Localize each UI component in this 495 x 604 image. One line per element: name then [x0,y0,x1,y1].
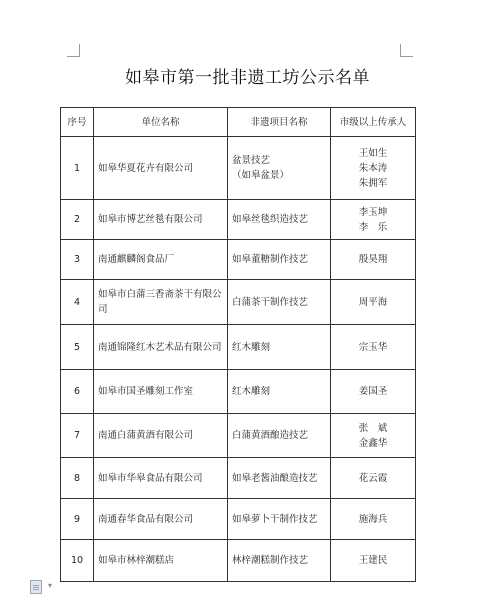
margin-corner-mark [400,44,413,57]
table-row [61,240,416,280]
table-row [61,499,416,540]
row-no: 8 [61,458,94,499]
table-header-row [61,108,416,137]
row-unit: 如皋市白蒲三香斋茶干有限公司 [94,280,228,325]
column-header-no: 序号 [61,108,94,137]
chevron-down-icon[interactable]: ▾ [48,581,53,590]
row-project: 白蒲茶干制作技艺 [228,280,331,325]
row-no: 3 [61,240,94,280]
table-row [61,325,416,370]
row-heirs: 姜国圣 [331,370,416,414]
row-project: 林梓潮糕制作技艺 [228,540,331,582]
row-no: 7 [61,414,94,458]
row-no: 9 [61,499,94,540]
row-no: 1 [61,137,94,200]
column-header-heirs: 市级以上传承人 [331,108,416,137]
row-no: 5 [61,325,94,370]
document-title: 如皋市第一批非遗工坊公示名单 [125,68,370,88]
row-heirs: 李玉坤 李 乐 [331,200,416,240]
heritage-workshop-table [60,107,416,582]
row-no: 6 [61,370,94,414]
row-heirs: 花云霞 [331,458,416,499]
row-heirs: 殷昊翔 [331,240,416,280]
row-unit: 南通锦隆红木艺术品有限公司 [94,325,228,370]
table-row [61,414,416,458]
table-row [61,540,416,582]
row-project: 如皋萝卜干制作技艺 [228,499,331,540]
document-icon[interactable] [30,580,42,594]
row-unit: 如皋市博艺丝毯有限公司 [94,200,228,240]
row-unit: 如皋华夏花卉有限公司 [94,137,228,200]
row-heirs: 施海兵 [331,499,416,540]
row-unit: 如皋市国圣雕刻工作室 [94,370,228,414]
row-heirs: 宗玉华 [331,325,416,370]
margin-corner-mark [67,44,80,57]
row-unit: 如皋市华皋食品有限公司 [94,458,228,499]
row-project: 红木雕刻 [228,370,331,414]
row-project: 白蒲黄酒酿造技艺 [228,414,331,458]
row-unit: 南通春华食品有限公司 [94,499,228,540]
table-row [61,200,416,240]
column-header-project: 非遗项目名称 [228,108,331,137]
row-project: 盆景技艺 （如皋盆景） [228,137,331,200]
row-project: 红木雕刻 [228,325,331,370]
row-heirs: 王建民 [331,540,416,582]
row-no: 4 [61,280,94,325]
row-project: 如皋丝毯织造技艺 [228,200,331,240]
row-project: 如皋董糖制作技艺 [228,240,331,280]
column-header-unit: 单位名称 [94,108,228,137]
row-project: 如皋老酱油酿造技艺 [228,458,331,499]
table-row [61,370,416,414]
row-heirs: 周平海 [331,280,416,325]
row-no: 2 [61,200,94,240]
row-unit: 南通白蒲黄酒有限公司 [94,414,228,458]
row-unit: 如皋市林梓潮糕店 [94,540,228,582]
table-row [61,137,416,200]
table-row [61,280,416,325]
table-row [61,458,416,499]
row-no: 10 [61,540,94,582]
row-heirs: 王如生 朱本涛 朱拥军 [331,137,416,200]
row-heirs: 张 斌 金鑫华 [331,414,416,458]
row-unit: 南通麒麟阁食品厂 [94,240,228,280]
